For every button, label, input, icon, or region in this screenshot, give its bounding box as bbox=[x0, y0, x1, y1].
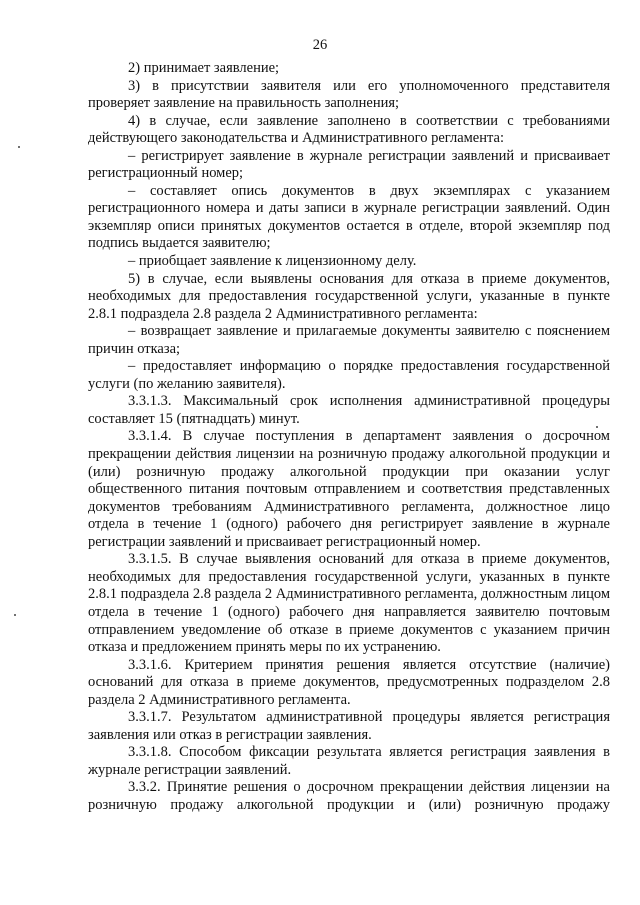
paragraph: – составляет опись документов в двух экземплярах с указанием регистрационного номера и даты записи в журнале регистрации заявлений. Один экземпляр описи принятых документов остается в отделе, второй экземпляр под подпись выдается заявителю; bbox=[88, 182, 610, 252]
paragraph: 3.3.1.5. В случае выявления оснований для отказа в приеме документов, необходимых для предоставления государственной услуги, указанных в пункте 2.8.1 подраздела 2.8 раздела 2 Административного регламента, должностным лицом отдела в течение 1 (одного) рабочего дня направляется заявителю почтовым отправлением уведомление об отказе в приеме документов с указанием причин отказа и предложением принять меры по их устранению. bbox=[88, 551, 610, 656]
paragraph: – приобщает заявление к лицензионному делу. bbox=[128, 253, 417, 270]
paragraph: 3.3.1.4. В случае поступления в департамент заявления о досрочном прекращении действия лицензии на розничную продажу алкогольной продукции и (или) розничную продажу алкогольной продукции при оказании услуг общественного питания почтовым отправлением и соответствия представленных документов требованиям Административного регламента, должностное лицо отдела в течение 1 (одного) рабочего дня регистрирует заявление в журнале регистрации заявлений и присваивает регистрационный номер. bbox=[88, 428, 610, 550]
scan-speck bbox=[596, 426, 598, 428]
paragraph: 2) принимает заявление; bbox=[128, 60, 280, 76]
paragraph: 3.3.1.6. Критерием принятия решения является отсутствие (наличие) оснований для отказа в приеме документов, предусмотренных подразделом 2.8 раздела 2 Административного регламента. bbox=[88, 656, 610, 708]
paragraph: – предоставляет информацию о порядке предоставления государственной услуги (по желанию заявителя). bbox=[88, 358, 610, 392]
paragraph: 3.3.1.7. Результатом административной процедуры является регистрация заявления или отказ в регистрации заявления. bbox=[88, 709, 610, 743]
paragraph: 3.3.1.3. Максимальный срок исполнения административной процедуры составляет 15 (пятнадцать) минут. bbox=[88, 393, 610, 427]
paragraph: – регистрирует заявление в журнале регистрации заявлений и присваивает регистрационный номер; bbox=[88, 147, 610, 182]
paragraph: 3) в присутствии заявителя или его уполномоченного представителя проверяет заявление на правильность заполнения; bbox=[88, 77, 610, 112]
page-number: 26 bbox=[312, 37, 328, 53]
scan-speck bbox=[18, 146, 20, 148]
document-body bbox=[88, 60, 610, 815]
paragraph: 3.3.2. Принятие решения о досрочном прекращении действия лицензии на розничную продажу алкогольной продукции и (или) розничную продажу bbox=[88, 779, 610, 813]
paragraph: – возвращает заявление и прилагаемые документы заявителю с пояснением причин отказа; bbox=[88, 323, 610, 357]
paragraph: 4) в случае, если заявление заполнено в соответствии с требованиями действующего законодательства и Административного регламента: bbox=[88, 112, 610, 147]
paragraph: 3.3.1.8. Способом фиксации результата является регистрация заявления в журнале регистрации заявлений. bbox=[88, 744, 610, 778]
paragraph: 5) в случае, если выявлены основания для отказа в приеме документов, необходимых для предоставления государственной услуги, указанные в пункте 2.8.1 подраздела 2.8 раздела 2 Административного регламента: bbox=[88, 270, 610, 322]
scan-speck bbox=[14, 614, 16, 616]
